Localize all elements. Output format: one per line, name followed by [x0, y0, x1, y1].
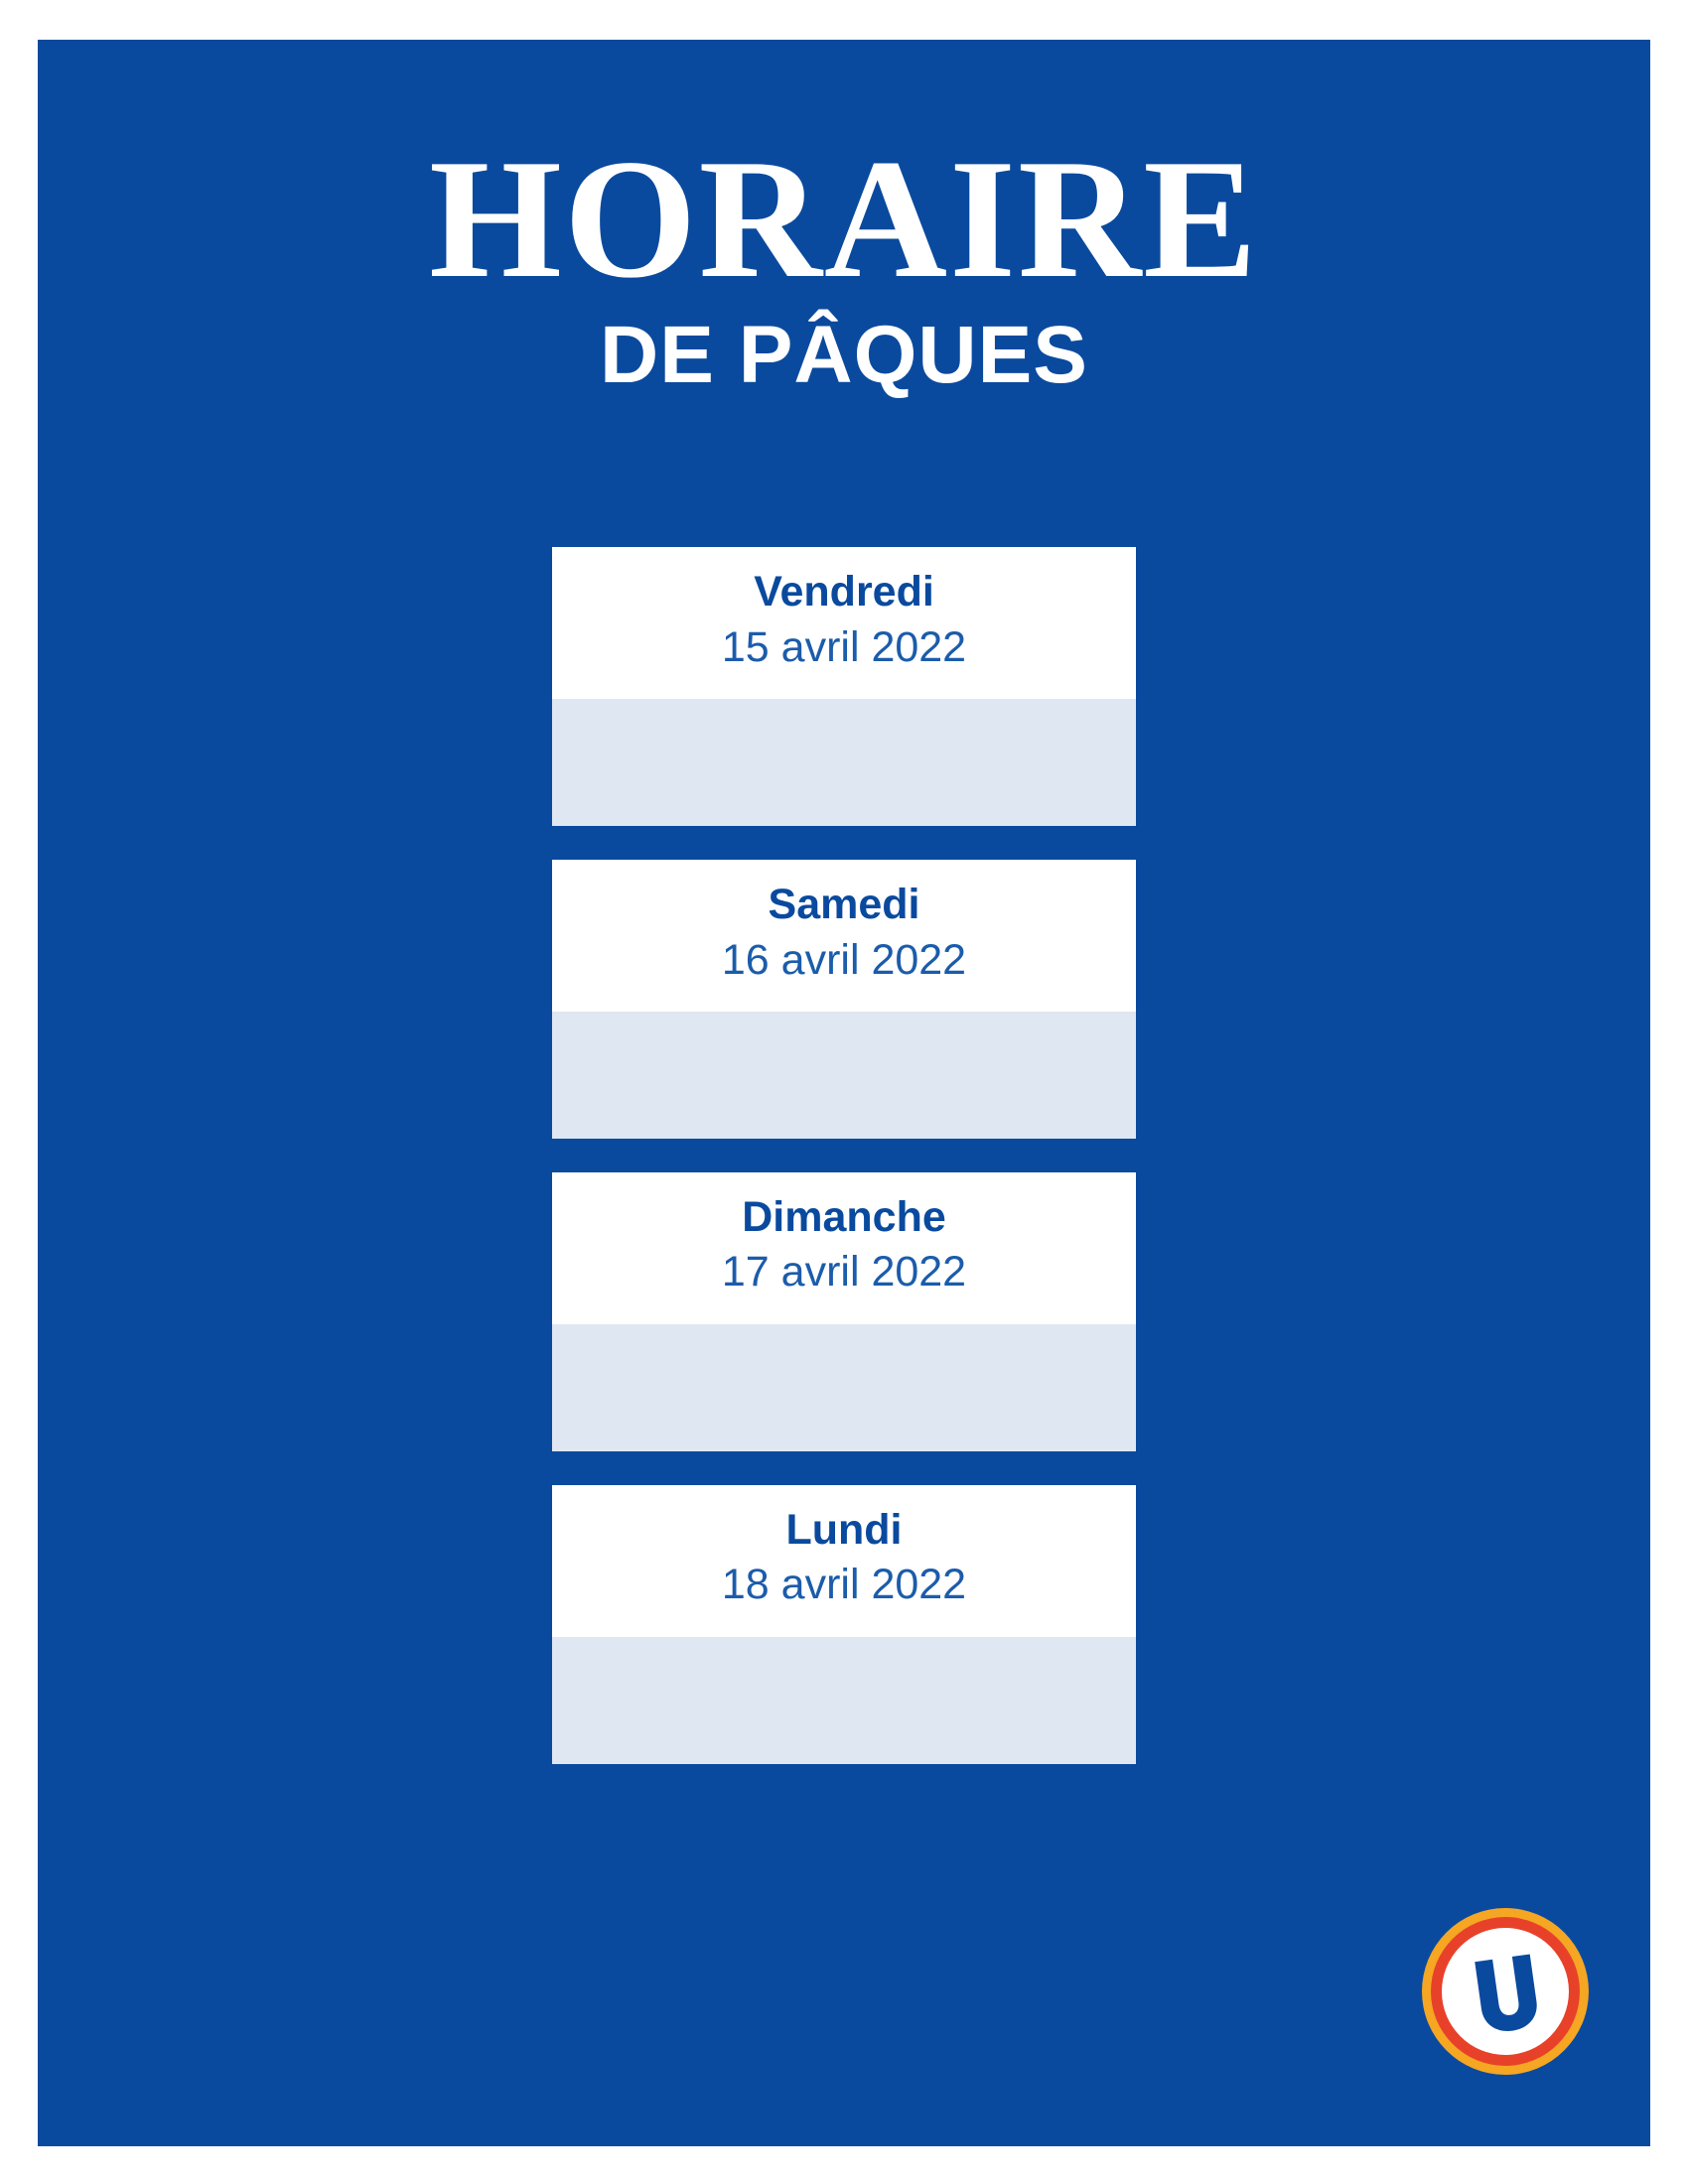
- day-date: 15 avril 2022: [721, 622, 967, 671]
- day-card-samedi: [552, 860, 1136, 1139]
- day-card-lundi: [552, 1485, 1136, 1764]
- day-hours: [552, 1324, 1136, 1451]
- day-card-vendredi: [552, 547, 1136, 826]
- day-header: [552, 1172, 1136, 1324]
- page-title: HORAIRE: [429, 125, 1259, 314]
- day-hours: [552, 1012, 1136, 1139]
- page-subtitle: DE PÂQUES: [600, 310, 1088, 401]
- logo-letter-u-icon: [1442, 1928, 1569, 2055]
- day-name: Vendredi: [754, 568, 934, 616]
- day-header: [552, 1485, 1136, 1637]
- day-header: [552, 547, 1136, 699]
- day-name: Lundi: [785, 1506, 903, 1555]
- day-name: Samedi: [768, 881, 920, 929]
- u-logo: [1422, 1908, 1589, 2075]
- poster-background: [38, 40, 1650, 2146]
- day-date: 18 avril 2022: [721, 1561, 967, 1609]
- schedule-list: [38, 547, 1650, 1764]
- day-hours: [552, 1637, 1136, 1764]
- day-date: 17 avril 2022: [721, 1248, 967, 1297]
- day-header: [552, 860, 1136, 1012]
- day-hours: [552, 699, 1136, 826]
- day-name: Dimanche: [742, 1193, 946, 1242]
- day-card-dimanche: [552, 1172, 1136, 1451]
- day-date: 16 avril 2022: [721, 935, 967, 984]
- poster-header: [38, 40, 1650, 401]
